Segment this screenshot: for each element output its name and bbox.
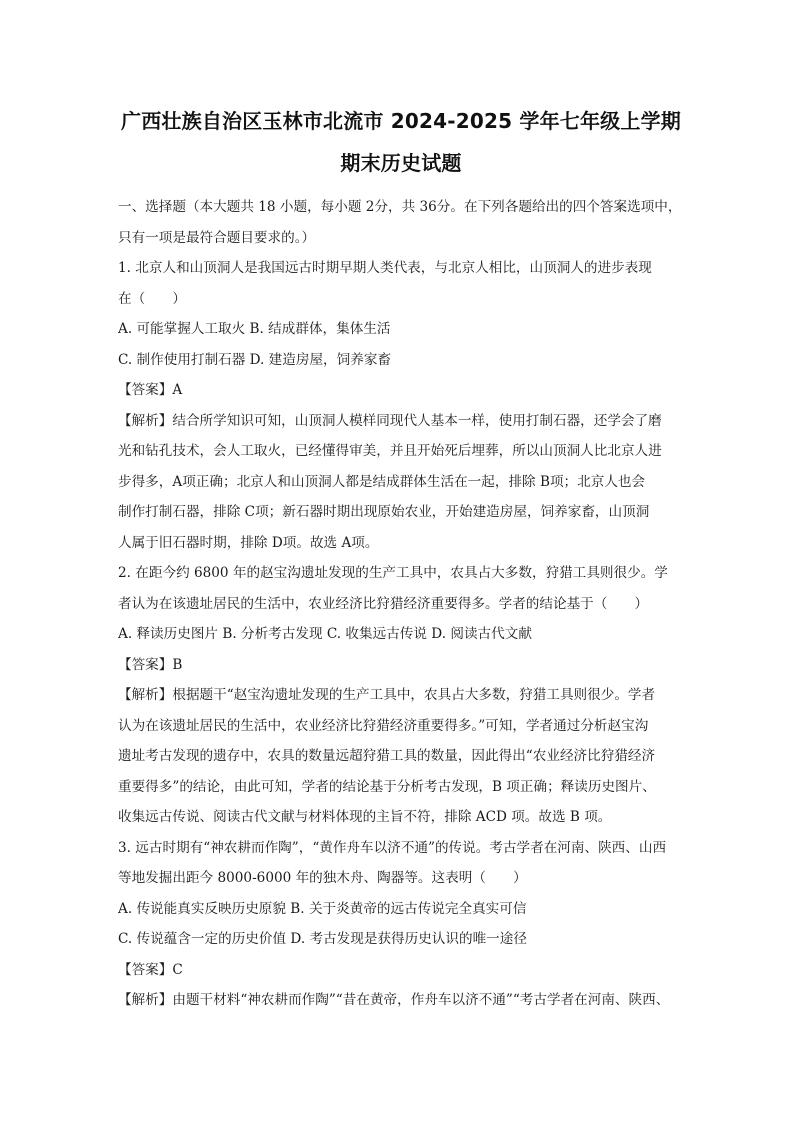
title-line-2: 期末历史试题 — [340, 151, 462, 175]
analysis-line: 步得多，A项正确；北京人和山顶洞人都是结成群体生活在一起，排除 B项；北京人也会 — [118, 473, 646, 490]
question-options-line: A. 释读历史图片 B. 分析考古发现 C. 收集远古传说 D. 阅读古代文献 — [118, 626, 532, 642]
document-title — [118, 100, 684, 184]
question-1 — [118, 253, 684, 558]
question-options-line: C. 传说蕴含一定的历史价值 D. 考古发现是获得历史认识的唯一途径 — [118, 931, 527, 947]
section-intro-line-1: 一、选择题（本大题共 18 小题，每小题 2分，共 36分。在下列各题给出的四个答案选项中， — [118, 199, 682, 215]
analysis-line: 重要得多”的结论，由此可知，学者的结论基于分析考古发现，B 项正确；释读历史图片、 — [118, 778, 656, 795]
question-stem-line: 2. 在距今约 6800 年的赵宝沟遗址发现的生产工具中，农具占大多数，狩猎工具则很少。学 — [118, 565, 668, 581]
question-stem-line: 1. 北京人和山顶洞人是我国远古时期早期人类代表，与北京人相比，山顶洞人的进步表现 — [118, 260, 652, 276]
analysis-line: 【解析】结合所学知识可知，山顶洞人模样同现代人基本一样，使用打制石器，还学会了磨 — [118, 412, 662, 429]
analysis-line: 【解析】根据题干“赵宝沟遗址发现的生产工具中，农具占大多数，狩猎工具则很少。学者 — [118, 687, 656, 703]
question-stem-line: 在（ ） — [118, 290, 186, 307]
section-intro-line-2: 只有一项是最符合题目要求的。） — [118, 229, 316, 246]
analysis-line: 制作打制石器，排除 C项；新石器时期出现原始农业，开始建造房屋，饲养家畜，山顶洞 — [118, 504, 650, 520]
question-options-line: C. 制作使用打制石器 D. 建造房屋，饲养家畜 — [118, 351, 392, 368]
question-options-line: A. 传说能真实反映历史原貌 B. 关于炎黄帝的远古传说完全真实可信 — [118, 900, 527, 917]
question-stem-line: 3. 远古时期有“神农耕而作陶”，“黄作舟车以济不通”的传说。考古学者在河南、陕西、山西 — [118, 839, 667, 856]
analysis-line: 遗址考古发现的遗存中，农具的数量远超狩猎工具的数量，因此得出“农业经济比狩猎经济 — [118, 748, 656, 764]
document-body — [118, 192, 684, 1016]
question-2 — [118, 558, 684, 833]
title-line-1: 广西壮族自治区玉林市北流市 2024-2025 学年七年级上学期 — [121, 109, 681, 133]
answer-line: 【答案】A — [118, 382, 183, 398]
analysis-line: 人属于旧石器时期，排除 D项。故选 A项。 — [118, 534, 379, 551]
question-options-line: A. 可能掌握人工取火 B. 结成群体，集体生活 — [118, 321, 391, 337]
question-3 — [118, 833, 684, 1016]
answer-line: 【答案】B — [118, 656, 183, 673]
analysis-line: 光和钻孔技术，会人工取火，已经懂得审美，并且开始死后埋葬，所以山顶洞人比北京人进 — [118, 443, 662, 459]
answer-line: 【答案】C — [118, 961, 183, 978]
analysis-line: 收集远古传说、阅读古代文献与材料体现的主旨不符，排除 ACD 项。故选 B 项。 — [118, 809, 612, 825]
analysis-line: 【解析】由题干材料“神农耕而作陶”“昔在黄帝，作舟车以济不通”“考古学者在河南、陕西、 — [118, 992, 670, 1008]
analysis-line: 认为在该遗址居民的生活中，农业经济比狩猎经济重要得多。”可知，学者通过分析赵宝沟 — [118, 717, 649, 734]
question-stem-line: 者认为在该遗址居民的生活中，农业经济比狩猎经济重要得多。学者的结论基于（ ） — [118, 595, 649, 612]
question-stem-line: 等地发掘出距今 8000-6000 年的独木舟、陶器等。这表明（ ） — [118, 870, 527, 886]
